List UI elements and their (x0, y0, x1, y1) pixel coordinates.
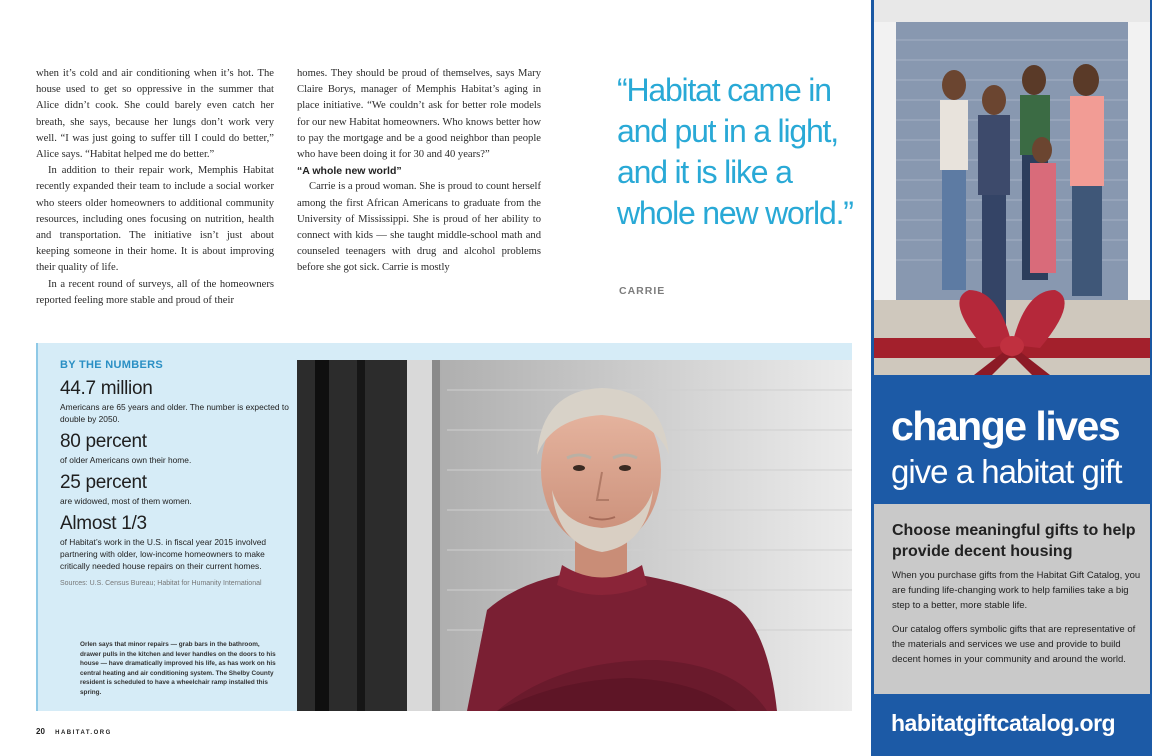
stat-item (60, 513, 296, 572)
ad-body-title: Choose meaningful gifts to help provide decent housing (892, 522, 1136, 560)
stat-item (60, 431, 296, 466)
page-number: 20 (36, 727, 45, 736)
ad-paragraph: When you purchase gifts from the Habitat Gift Catalog, you are funding life-changing work to help families take a big step to a better, more stable life. (892, 570, 1141, 611)
numbers-heading: BY THE NUMBERS (60, 359, 164, 371)
paragraph: when it’s cold and air conditioning when it’s hot. The house used to get so oppressive in the summer that Alice didn’t cook. She could barely even catch her breath, she says, because her lungs don’t work very well. “I was just going to suffer till I could do better,” Alice says. “Habitat helped me do better.” (36, 68, 274, 161)
portrait-illustration (297, 360, 852, 711)
stat-description: of older Americans own their home. (60, 455, 192, 465)
stat-item (60, 378, 296, 425)
article-column-1 (36, 66, 274, 309)
footer-site: HABITAT.ORG (55, 730, 112, 736)
stat-description: Americans are 65 years and older. The number is expected to double by 2050. (60, 402, 289, 424)
page-footer (36, 727, 112, 736)
ad-url-banner (871, 694, 1152, 756)
numbers-content (60, 359, 296, 587)
stat-value: 25 percent (60, 472, 147, 493)
stat-value: 44.7 million (60, 378, 153, 399)
stat-item (60, 472, 296, 507)
ad-paragraph: Our catalog offers symbolic gifts that are representative of the materials and services we use and provide to build decent homes in your community and around the world. (892, 624, 1136, 665)
portrait-photo (297, 360, 852, 711)
paragraph: In addition to their repair work, Memphis Habitat recently expanded their team to include a social worker who steers older homeowners to additional community resources, including ones focusing on nutrition, health and transportation. The initiative isn’t just about keeping someone in their home. It is about improving their quality of life. (36, 165, 274, 274)
family-photo (871, 0, 1152, 375)
gift-catalog-ad (871, 0, 1152, 756)
section-subhead: “A whole new world” (297, 165, 402, 178)
stat-description: of Habitat’s work in the U.S. in fiscal year 2015 involved partnering with older, low-income homeowners to make critically needed house repairs on their current homes. (60, 537, 267, 571)
pull-quote: “Habitat came in and put in a light, and it is like a whole new world.” (617, 72, 853, 231)
ad-headline-banner (871, 375, 1152, 504)
paragraph: In a recent round of surveys, all of the homeowners reported feeling more stable and proud of their (36, 278, 274, 306)
family-porch-illustration (874, 0, 1150, 375)
photo-caption: Orlen says that minor repairs — grab bars in the bathroom, drawer pulls in the kitchen and lever handles on the doors to his house — have dramatically improved his life, as has work on his central heating and air conditioning system. The Shelby County resident is scheduled to have a wheelchair ramp installed this spring. (80, 641, 276, 696)
stat-value: Almost 1/3 (60, 513, 147, 534)
paragraph: Carrie is a proud woman. She is proud to count herself among the first African Americans to graduate from the University of Mississippi. She is proud of her ability to connect with kids — she taught middle-school math and counseled teenagers with drug and alcohol problems before she got sick. Carrie is mostly (297, 181, 541, 274)
ad-website-link[interactable]: habitatgiftcatalog.org (891, 710, 1116, 736)
stat-description: are widowed, most of them women. (60, 496, 192, 506)
article-column-2 (297, 66, 541, 277)
sources-note: Sources: U.S. Census Bureau; Habitat for Humanity International (60, 580, 262, 587)
stat-value: 80 percent (60, 431, 147, 452)
ad-body-panel (871, 504, 1152, 694)
ad-subheadline: give a habitat gift (891, 453, 1122, 490)
pull-quote-attribution: CARRIE (619, 285, 666, 297)
paragraph: homes. They should be proud of themselves, says Mary Claire Borys, manager of Memphis Habitat’s aging in place initiative. “We couldn’t ask for better role models for our new Habitat homeowners. Who knows better how to pay the mortgage and be a good neighbor than people who have been doing it for 30 and 40 years?” (297, 68, 541, 161)
ad-headline: change lives (891, 403, 1120, 449)
